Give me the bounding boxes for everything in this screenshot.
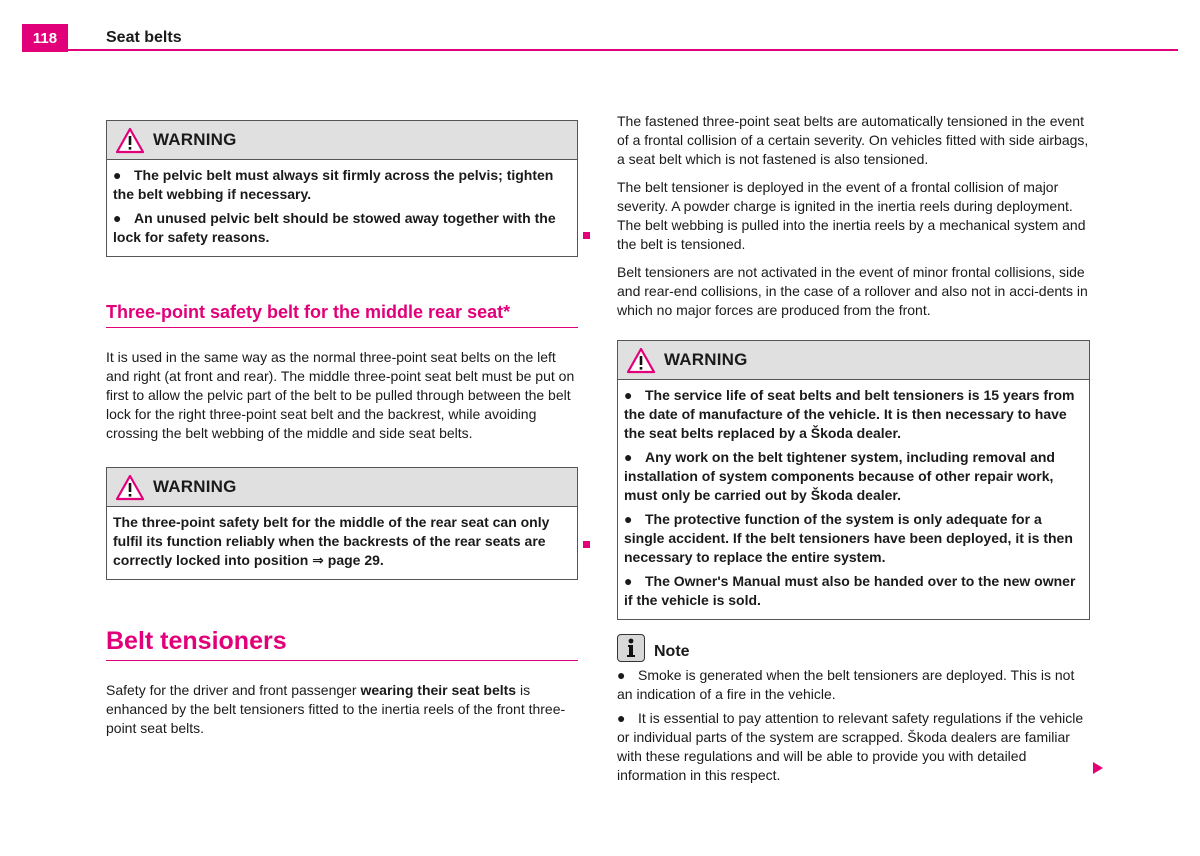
warning-item: ● Any work on the belt tightener system, including removal and installation of system components because of other repair work, must only be carried out by Škoda dealer. bbox=[624, 449, 1055, 503]
warning-triangle-icon bbox=[115, 474, 145, 501]
info-note-icon bbox=[617, 634, 645, 662]
warning-title: WARNING bbox=[153, 477, 237, 496]
warning-header bbox=[107, 468, 577, 507]
bullet-icon: ● bbox=[624, 449, 633, 465]
warning-body bbox=[618, 380, 1089, 619]
page-number: 118 bbox=[22, 24, 68, 52]
section-end-marker-icon bbox=[583, 232, 590, 239]
warning-item: ● The pelvic belt must always sit firmly across the pelvis; tighten the belt webbing if necessary. bbox=[113, 167, 554, 202]
section-heading-belt-tensioners: Belt tensioners bbox=[106, 627, 578, 661]
paragraph: The fastened three-point seat belts are automatically tensioned in the event of a frontal collision of a certain severity. On vehicles fitted with side airbags, a seat belt which is not fastened is also tensioned. bbox=[617, 113, 1089, 167]
warning-title: WARNING bbox=[664, 350, 748, 369]
section-end-marker-icon bbox=[583, 541, 590, 548]
bullet-icon: ● bbox=[624, 387, 633, 403]
bullet-icon: ● bbox=[617, 710, 626, 726]
tensioners-intro-paragraph: Safety for the driver and front passenger wearing their seat belts is enhanced by the belt tensioners fitted to the inertia reels of the front three-point seat belts. bbox=[106, 682, 566, 736]
warning-item: ● An unused pelvic belt should be stowed away together with the lock for safety reasons. bbox=[113, 210, 556, 245]
next-page-arrow-icon bbox=[1092, 761, 1104, 775]
warning-header bbox=[618, 341, 1089, 380]
note-item: ● Smoke is generated when the belt tensioners are deployed. This is not an indication of a fire in the vehicle. bbox=[617, 667, 1075, 702]
warning-triangle-icon bbox=[115, 127, 145, 154]
section-heading-middle-rear-seat: Three-point safety belt for the middle rear seat* bbox=[106, 302, 578, 328]
note-section bbox=[617, 632, 1090, 785]
warning-text: The three-point safety belt for the middle of the rear seat can only fulfil its function reliably when the backrests of the rear seats are correctly locked into position ⇒ page 29. bbox=[113, 514, 550, 568]
warning-body bbox=[107, 507, 577, 579]
bullet-icon: ● bbox=[617, 667, 626, 683]
bullet-icon: ● bbox=[624, 573, 633, 589]
header-rule bbox=[22, 49, 1178, 51]
running-title: Seat belts bbox=[106, 29, 182, 46]
warning-item: ● The Owner's Manual must also be handed over to the new owner if the vehicle is sold. bbox=[624, 573, 1076, 608]
bullet-icon: ● bbox=[113, 167, 122, 183]
note-item: ● It is essential to pay attention to relevant safety regulations if the vehicle or individual parts of the system are scrapped. Škoda dealers are familiar with these regulations and will be able to provide you with detailed information in this respect. bbox=[617, 710, 1084, 783]
warning-item: ● The service life of seat belts and belt tensioners is 15 years from the date of manufacture of the vehicle. It is then necessary to have the seat belts replaced by a Škoda dealer. bbox=[624, 387, 1075, 441]
paragraph: The belt tensioner is deployed in the event of a frontal collision of major severity. A powder charge is ignited in the inertia reels during deployment. The belt webbing is pulled into the inertia reels by a mechanical system and the belt is tensioned. bbox=[617, 179, 1086, 252]
note-title: Note bbox=[654, 643, 690, 660]
note-header bbox=[617, 632, 1090, 662]
warning-body bbox=[107, 160, 577, 256]
bullet-icon: ● bbox=[624, 511, 633, 527]
middle-seat-paragraph: It is used in the same way as the normal three-point seat belts on the left and right (at front and rear). The middle three-point seat belt must be put on first to allow the pelvic part of the belt to be pulled through between the belt lock for the right three-point seat belt and the backrest, while avoiding crossing the belt webbing of the middle and side seat belts. bbox=[106, 349, 575, 441]
warning-item: ● The protective function of the system is only adequate for a single accident. If the belt tensioners have been deployed, it is then necessary to replace the entire system. bbox=[624, 511, 1073, 565]
note-body bbox=[617, 666, 1090, 785]
bullet-icon: ● bbox=[113, 210, 122, 226]
warning-box-middle-belt bbox=[106, 467, 578, 580]
warning-triangle-icon bbox=[626, 347, 656, 374]
left-column bbox=[106, 120, 578, 738]
warning-title: WARNING bbox=[153, 130, 237, 149]
warning-box-pelvic-belt bbox=[106, 120, 578, 257]
right-column bbox=[617, 112, 1090, 790]
warning-header bbox=[107, 121, 577, 160]
warning-box-service-life bbox=[617, 340, 1090, 620]
page-header bbox=[22, 0, 1178, 52]
paragraph: Belt tensioners are not activated in the event of minor frontal collisions, side and rear-end collisions, in the case of a rollover and also not in acci-dents in which no major forces are produced from the front. bbox=[617, 264, 1088, 318]
